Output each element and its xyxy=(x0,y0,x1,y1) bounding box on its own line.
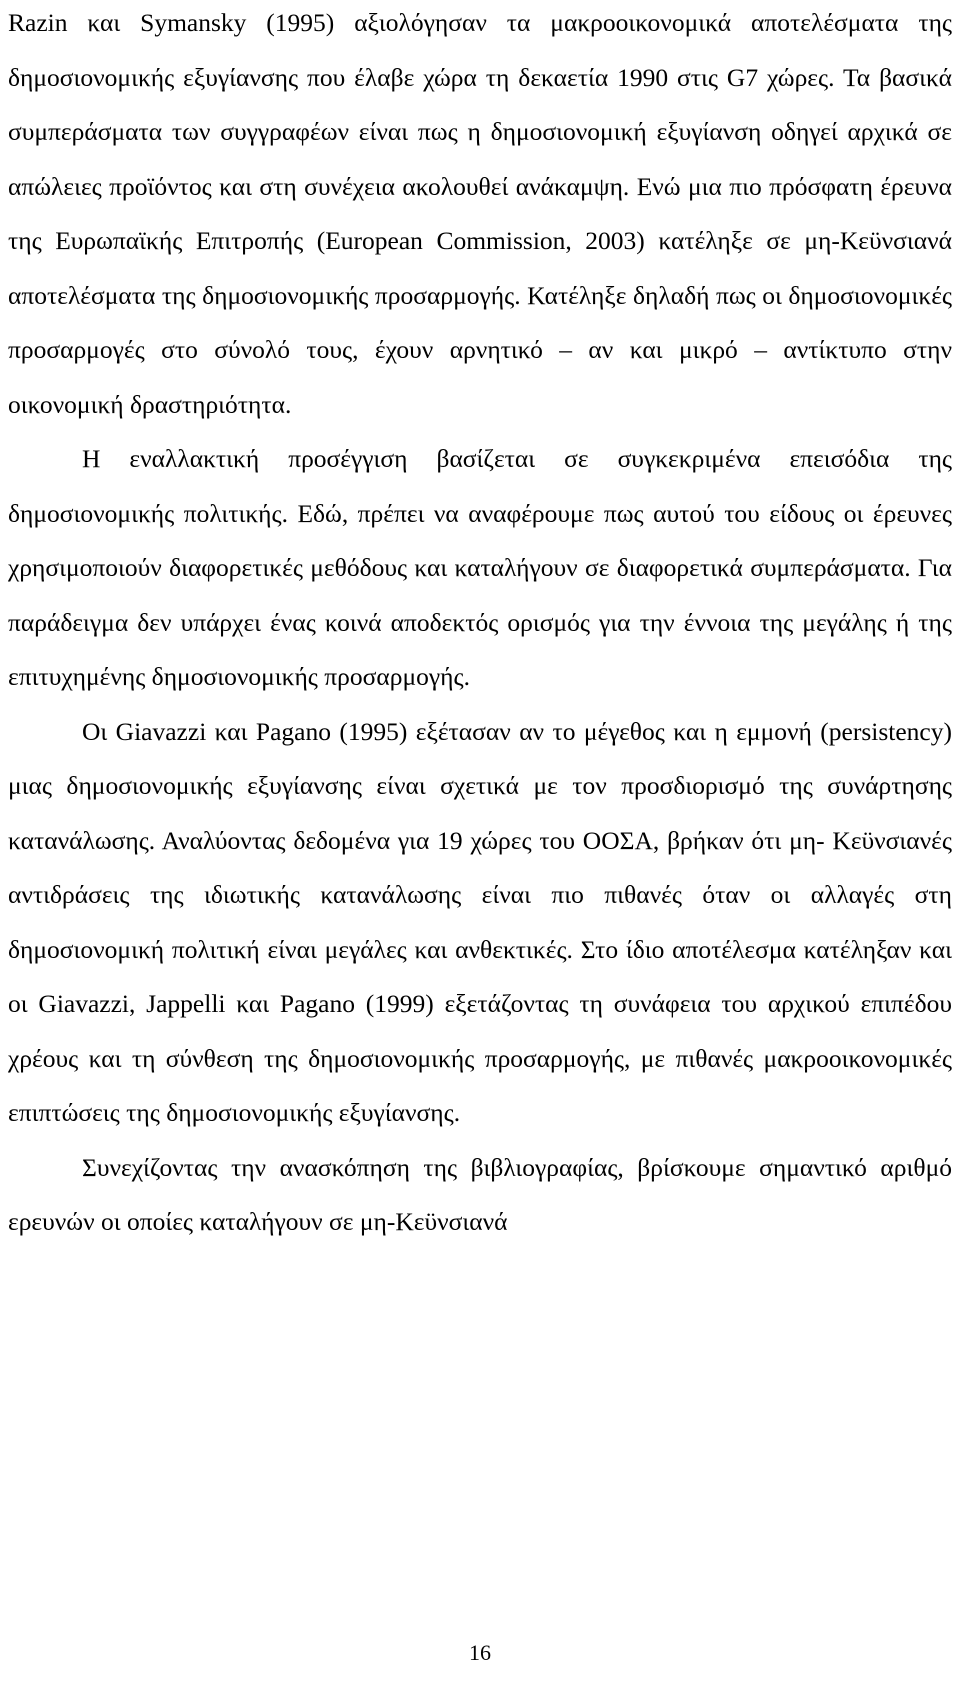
page-number: 16 xyxy=(469,1640,491,1665)
paragraph-4: Συνεχίζοντας την ανασκόπηση της βιβλιογραφίας, βρίσκουμε σημαντικό αριθμό ερευνών οι οποίες καταλήγουν σε μη-Κεϋνσιανά xyxy=(8,1152,952,1236)
paragraph-2: Η εναλλακτική προσέγγιση βασίζεται σε συγκεκριμένα επεισόδια της δημοσιονομικής πολιτικής. Εδώ, πρέπει να αναφέρουμε πως αυτού του είδους οι έρευνες χρησιμοποιούν διαφορετικές μεθόδους και καταλήγουν σε διαφορετικά συμπεράσματα. Για παράδειγμα δεν υπάρχει ένας κοινά αποδεκτός ορισμός για την έννοια της μεγάλης ή της επιτυχημένης δημοσιονομικής προσαρμογής. xyxy=(8,444,952,691)
paragraph-3: Οι Giavazzi και Pagano (1995) εξέτασαν αν το μέγεθος και η εμμονή (persistency) μιας δημοσιονομικής εξυγίανσης είναι σχετικά με τον προσδιορισμό της συνάρτησης κατανάλωσης. Αναλύοντας δεδομένα για 19 χώρες του ΟΟΣΑ, βρήκαν ότι μη- Κεϋνσιανές αντιδράσεις της ιδιωτικής κατανάλωσης είναι πιο πιθανές όταν οι αλλαγές στη δημοσιονομική πολιτική είναι μεγάλες και ανθεκτικές. Στο ίδιο αποτέλεσμα κατέληξαν και οι Giavazzi, Jappelli και Pagano (1999) εξετάζοντας τη συνάφεια του αρχικού επιπέδου χρέους και τη σύνθεση της δημοσιονομικής προσαρμογής, με πιθανές μακροοικονομικές επιπτώσεις της δημοσιονομικής εξυγίανσης. xyxy=(8,716,952,1127)
paragraph-1: Razin και Symansky (1995) αξιολόγησαν τα μακροοικονομικά αποτελέσματα της δημοσιονομικής εξυγίανσης που έλαβε χώρα τη δεκαετία 1990 στις G7 χώρες. Τα βασικά συμπεράσματα των συγγραφέων είναι πως η δημοσιονομική εξυγίανση οδηγεί αρχικά σε απώλειες προϊόντος και στη συνέχεια ακολουθεί ανάκαμψη. Ενώ μια πιο πρόσφατη έρευνα της Ευρωπαϊκής Επιτροπής (European Commission, 2003) κατέληξε σε μη-Κεϋνσιανά αποτελέσματα της δημοσιονομικής προσαρμογής. Κατέληξε δηλαδή πως οι δημοσιονομικές προσαρμογές στο σύνολό τους, έχουν αρνητικό – αν και μικρό – αντίκτυπο στην οικονομική δραστηριότητα. xyxy=(8,8,952,419)
body-text xyxy=(8,0,952,1250)
